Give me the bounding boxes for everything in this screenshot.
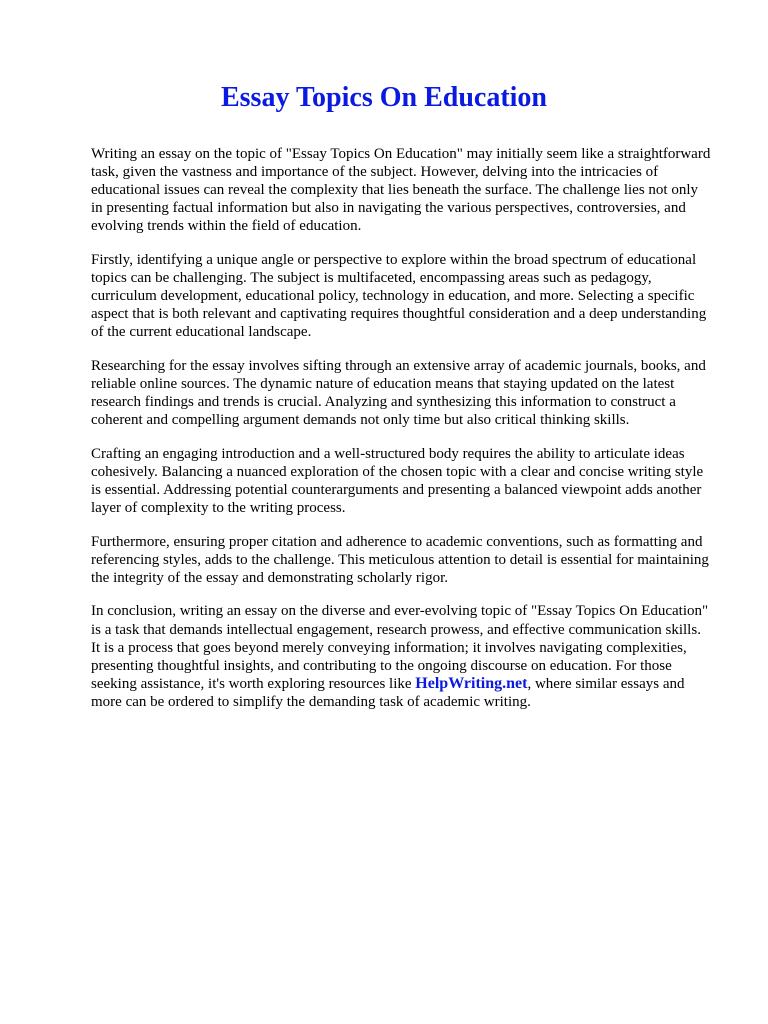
conclusion-text: In conclusion, writing an essay on the diverse and ever-evolving topic of "Essay Topics On Education" is a task that demands intellectual engagement, research prowess, and effective communication skills. It is a process that goes beyond merely conveying information; it involves navigating complexities, presenting thoughtful insights, and contributing to the ongoing discourse on education. For those seeking assistance, it's worth exploring resources like <box>91 603 709 692</box>
paragraph-citation: Furthermore, ensuring proper citation and adherence to academic conventions, such as formatting and referencing styles, adds to the challenge. This meticulous attention to detail is essential for maintaining the integrity of the essay and demonstrating scholarly rigor. <box>91 533 709 586</box>
document-body <box>91 145 712 711</box>
paragraph-intro: Writing an essay on the topic of "Essay Topics On Education" may initially seem like a straightforward task, given the vastness and importance of the subject. However, delving into the intricacies of educational issues can reveal the complexity that lies beneath the surface. The challenge lies not only in presenting factual information but also in navigating the various perspectives, controversies, and evolving trends within the field of education. <box>91 146 711 235</box>
paragraph-conclusion <box>91 602 712 711</box>
document-title: Essay Topics On Education <box>220 82 548 113</box>
helpwriting-link[interactable]: HelpWriting.net <box>415 674 528 692</box>
paragraph-crafting: Crafting an engaging introduction and a well-structured body requires the ability to articulate ideas cohesively. Balancing a nuanced exploration of the chosen topic with a clear and concise writing style is essential. Addressing potential counterarguments and presenting a balanced viewpoint adds another layer of complexity to the writing process. <box>91 445 704 517</box>
paragraph-angle: Firstly, identifying a unique angle or perspective to explore within the broad spectrum of educational topics can be challenging. The subject is multifaceted, encompassing areas such as pedagogy, curriculum development, educational policy, technology in education, and more. Selecting a specific aspect that is both relevant and captivating requires thoughtful consideration and a deep understanding of the current educational landscape. <box>91 251 707 341</box>
paragraph-research: Researching for the essay involves sifting through an extensive array of academic journals, books, and reliable online sources. The dynamic nature of education means that staying updated on the latest research findings and trends is crucial. Analyzing and synthesizing this information to construct a coherent and compelling argument demands not only time but also critical thinking skills. <box>91 357 706 429</box>
conclusion-text-end: , where similar essays and more can be ordered to simplify the demanding task of academic writing. <box>91 675 685 710</box>
